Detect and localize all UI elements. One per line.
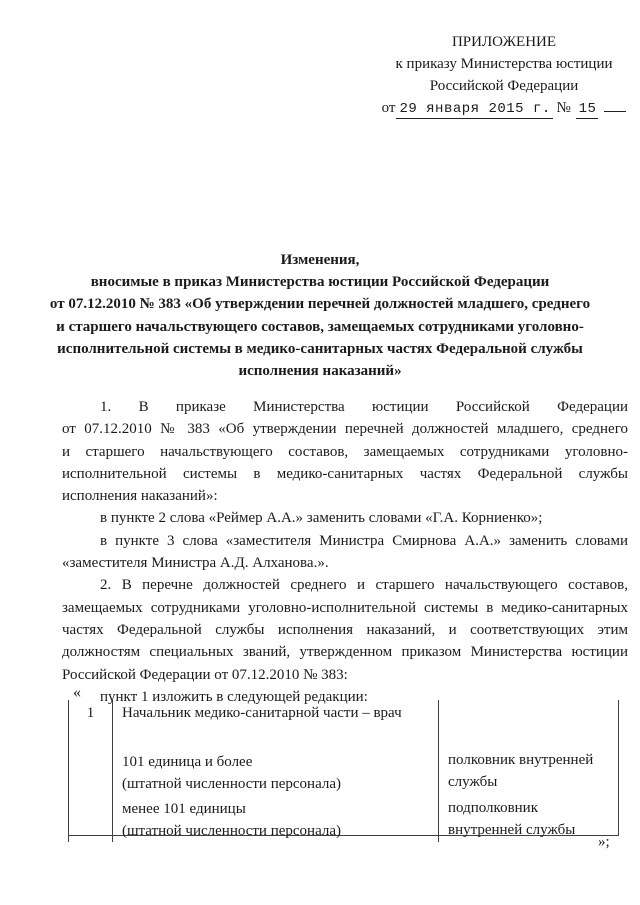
body-text: [62, 396, 628, 708]
rank-cell: [438, 700, 618, 842]
staff-condition-2-line-1: менее 101 единицы: [122, 801, 246, 817]
text-line: частях Федеральной службы исполнения наказаний, и соответствующих этим: [62, 621, 628, 638]
document-title: [0, 249, 640, 382]
close-quote-mark: »;: [598, 834, 610, 850]
title-line-5: исполнительной системы в медико-санитарных частях Федеральной службы: [57, 340, 583, 357]
rank-2: подполковник внутренней службы: [448, 800, 576, 838]
paragraph-3: [62, 530, 628, 575]
row-number-cell: 1: [68, 700, 112, 842]
text-line: исполнительной системы в медико-санитарных частях Федеральной службы: [62, 465, 628, 482]
date-prefix: от: [381, 100, 396, 116]
staff-condition-1-line-2: (штатной численности персонала): [122, 776, 342, 792]
position-cell: [112, 700, 438, 842]
text-line: и старшего начальствующего составов, замещаемых сотрудниками уголовно-: [62, 443, 628, 460]
title-line-2: вносимые в приказ Министерства юстиции Российской Федерации: [90, 274, 550, 291]
text-line: «заместителя Министра А.Д. Алханова.».: [62, 555, 329, 572]
open-quote-mark: «: [73, 684, 81, 701]
blank-underline: [604, 98, 626, 112]
title-line-4: и старшего начальствующего составов, замещаемых сотрудниками уголовно-: [56, 318, 584, 335]
text-line: 2. В перечне должностей среднего и старшего начальствующего составов,: [100, 577, 628, 594]
rank-1: полковник внутренней службы: [448, 752, 594, 790]
text-line: замещаемых сотрудниками уголовно-исполнительной системы в медико-санитарных: [62, 599, 628, 616]
date-line: [368, 97, 640, 120]
number-sign: №: [556, 100, 571, 116]
staff-condition-2-line-2: (штатной численности персонала): [122, 823, 342, 839]
title-line-6: исполнения наказаний»: [238, 363, 402, 380]
ranks-table: [68, 700, 619, 839]
paragraph-2: [62, 507, 628, 529]
text-line: пункт 1 изложить в следующей редакции:: [100, 688, 368, 705]
paragraph-4: [62, 574, 628, 685]
text-line: Российской Федерации от 07.12.2010 № 383:: [62, 666, 348, 683]
staff-condition-1-line-1: 101 единица и более: [122, 754, 253, 770]
number-value: 15: [576, 101, 599, 119]
text-line: 1. В приказе Министерства юстиции Российской Федерации: [100, 399, 628, 415]
text-line: в пункте 2 слова «Реймер А.А.» заменить словами «Г.А. Корниенко»;: [100, 510, 543, 527]
title-line-3: от 07.12.2010 № 383 «Об утверждении перечней должностей младшего, среднего: [49, 296, 591, 313]
text-line: должностям специальных званий, утвержденном приказом Министерства юстиции: [62, 644, 628, 661]
text-line: от 07.12.2010 № 383 «Об утверждении перечней должностей младшего, среднего: [62, 421, 628, 438]
date-value: 29 января 2015 г.: [396, 101, 552, 119]
order-reference-line-1: к приказу Министерства юстиции: [395, 56, 613, 72]
position-title: Начальник медико-санитарной части – врач: [122, 705, 402, 721]
order-reference-line-2: Российской Федерации: [429, 78, 579, 94]
rank-spacer: [448, 702, 612, 749]
text-line: в пункте 3 слова «заместителя Министра Смирнова А.А.» заменить словами: [100, 532, 628, 549]
appendix-label: ПРИЛОЖЕНИЕ: [451, 34, 557, 50]
appendix-header: [368, 31, 640, 120]
text-line: исполнения наказаний»:: [62, 488, 218, 505]
title-line-1: Изменения,: [280, 252, 360, 268]
paragraph-1: [62, 396, 628, 507]
